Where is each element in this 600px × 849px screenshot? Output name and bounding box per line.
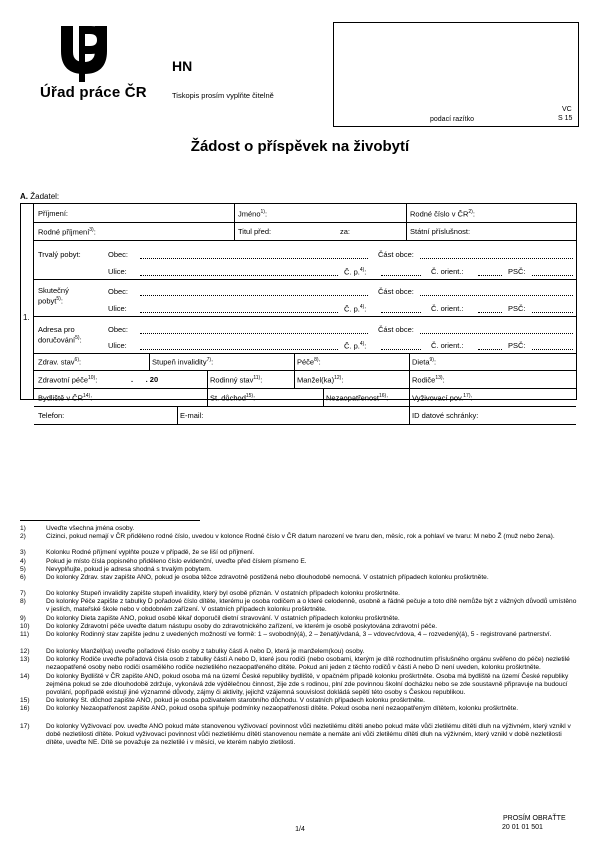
footnote-number: 16) — [20, 705, 30, 712]
code-s15: S 15 — [558, 115, 573, 122]
footnote-number: 3) — [20, 549, 26, 556]
trvaly-obec-field[interactable]: Obec: — [108, 250, 129, 259]
page-number: 1/4 — [295, 826, 305, 833]
footnote-text: Do kolonky Manžel(ka) uveďte pořadové číslo osoby z tabulky části A nebo D, která je manželem(kou) osoby. — [46, 648, 365, 655]
code-vc: VC — [562, 106, 572, 113]
bydliste-field[interactable]: Bydliště v ČR$^{14)}$: — [38, 393, 93, 403]
footnote-text: Cizinci, pokud nemají v ČR přiděleno rodné číslo, uvedou v kolonce Rodné číslo v ČR datum narození ve tvaru den, měsíc, rok a pohlaví ve tvaru: M nebo Ž (muž nebo žena). — [46, 533, 555, 540]
footnote-item — [20, 631, 580, 647]
pece-field[interactable]: Péče$^{8)}$: — [297, 357, 321, 367]
titul-za-field[interactable]: za: — [340, 227, 351, 236]
section-a-label: A. Žadatel: — [20, 192, 60, 201]
trvaly-ulice-field[interactable]: Ulice: — [108, 267, 127, 276]
skutecny-ulice-field[interactable]: Ulice: — [108, 304, 127, 313]
footnote-number: 2) — [20, 533, 26, 540]
zdrav-stav-field[interactable]: Zdrav. stav$^{6)}$: — [38, 357, 82, 367]
footnote-text: Do kolonky Vyživovací pov. uveďte ANO pokud máte stanovenou vyživovací povinnost vůči nezletilému dítěti anebo pokud máte vůči zletilému dítěti dluh na výživném, který vznikl v době nezletilosti dítěte. Pokud vyživovací povinnost vůči nezletilému dítěti stanovenou nemáte a nemáte ani vůči zletilému dítěti dluh na výživném, který vznikl v době nezletilosti dítěte, uveďte NE. Dítě se považuje za nezletilé i v měsíci, ve kterém nabylo zletilosti. — [46, 723, 571, 747]
footnote-number: 12) — [20, 648, 30, 655]
footnote-number: 13) — [20, 656, 30, 663]
footnote-number: 4) — [20, 558, 26, 565]
datova-schranka-field[interactable]: ID datové schránky: — [412, 411, 479, 420]
rodice-field[interactable]: Rodiče$^{13)}$: — [412, 375, 445, 385]
footnote-text: Do kolonky Bydliště v ČR zapište ANO, pokud osoba má na území České republiky bydliště, v opačném případě kolonku proškrtněte. Osoba má bydliště na území České republiky zejména pokud se zde dlouhodobě zdržuje, vykonává zde výdělečnou činnost, žije zde s rodinou, plní zde povinnou školní docházku nebo se zde soustavně připravuje na budoucí povolání, popřípadě existují jiné významné důvody, zájmy či aktivity, jejichž vzájemná souvislost dokládá sepětí této osoby s Českou republikou. — [46, 673, 569, 697]
footnote-text: Do kolonky Péče zapište z tabulky D pořadové číslo dítěte, kterému je osoba rodičem a o které celodenně, osobně a řádně pečuje a toto dítě nemůže být z vážných důvodů umístěno v jeslích, mateřské škole nebo v obdobném zařízení. V ostatních případech kolonku proškrtněte. — [46, 598, 577, 614]
applicant-table — [20, 203, 577, 400]
titul-pred-field[interactable]: Titul před: — [238, 227, 272, 236]
skutecny-psc-field[interactable]: PSČ: — [508, 304, 526, 313]
footnote-number: 5) — [20, 566, 26, 573]
footnote-number: 7) — [20, 590, 26, 597]
rodne-cislo-field[interactable]: Rodné číslo v ČR$^{2)}$: — [410, 209, 475, 219]
skutecny-pobyt-label-2: pobyt$^{5)}$: — [38, 296, 63, 306]
adresa-label: Adresa pro — [38, 325, 75, 334]
skutecny-corient-field[interactable]: Č. orient.: — [431, 304, 464, 313]
fill-instruction: Tiskopis prosím vyplňte čitelně — [172, 91, 274, 100]
footnote-item — [20, 566, 580, 574]
footnote-text: Do kolonky Dieta zapište ANO, pokud osobě lékař doporučil dietní stravování. V ostatních případech kolonku proškrtněte. — [46, 615, 400, 622]
footnote-item — [20, 574, 580, 590]
skutecny-obec-field[interactable]: Obec: — [108, 287, 129, 296]
footnote-text: Do kolonky Rodinný stav zapište jednu z uvedených možností ve formě: 1 – svobodný(á), 2 – ženatý/vdaná, 3 – vdovec/vdova, 4 – rozvedený(á), 5 - registrované partnerství. — [46, 631, 552, 638]
footnote-text: Do kolonky Zdravotní péče uveďte datum nástupu osoby do zdravotnického zařízení, ve kterém je osobě poskytována zdravotní péče. — [46, 623, 438, 630]
trvaly-corient-field[interactable]: Č. orient.: — [431, 267, 464, 276]
footnote-number: 9) — [20, 615, 26, 622]
footnote-number: 11) — [20, 631, 30, 638]
footnote-item — [20, 723, 580, 747]
dieta-field[interactable]: Dieta$^{9)}$: — [412, 357, 437, 367]
rodinny-stav-field[interactable]: Rodinný stav$^{11)}$: — [210, 375, 263, 385]
adresa-cp-field[interactable]: Č. p.$^{4)}$: — [344, 341, 367, 351]
row-number: 1. — [20, 203, 34, 400]
footnote-number: 8) — [20, 598, 26, 605]
footnote-text: Do kolonky Zdrav. stav zapište ANO, pokud je osoba těžce zdravotně postižená nebo dlouhodobě nemocná. V ostatních případech kolonku proškrtněte. — [46, 574, 489, 581]
skutecny-pobyt-label: Skutečný — [38, 286, 69, 295]
footnote-item — [20, 648, 580, 656]
footnote-item — [20, 705, 580, 721]
stupen-invalidity-field[interactable]: Stupeň invalidity$^{7)}$: — [152, 357, 214, 367]
adresa-label-2: doručování$^{5)}$: — [38, 335, 82, 345]
footnote-text: Uveďte všechna jména osoby. — [46, 525, 135, 532]
footnote-number: 1) — [20, 525, 26, 532]
footnote-text: Do kolonky St. důchod zapište ANO, pokud je osoba poživatelem starobního důchodu. V ostatních případech kolonku proškrtněte. — [46, 697, 426, 704]
trvaly-cp-field[interactable]: Č. p.$^{4)}$: — [344, 267, 367, 277]
footnote-number: 17) — [20, 723, 30, 730]
footnote-number: 10) — [20, 623, 30, 630]
footnote-item — [20, 697, 580, 705]
footnote-item — [20, 590, 580, 598]
manzel-field[interactable]: Manžel(ka)$^{12)}$: — [297, 375, 344, 385]
footnote-number: 14) — [20, 673, 30, 680]
vyzivovaci-field[interactable]: Vyživovací pov.$^{17)}$: — [412, 393, 473, 403]
footnote-item — [20, 673, 580, 697]
footnote-item — [20, 525, 580, 533]
statni-prislusnost-field[interactable]: Státní příslušnost: — [410, 227, 471, 236]
zdravotni-pece-field[interactable]: Zdravotní péče$^{10)}$: — [38, 375, 98, 385]
footnote-item — [20, 558, 580, 566]
trvaly-pobyt-label: Trvalý pobyt: — [38, 250, 81, 259]
rodne-prijmeni-field[interactable]: Rodné příjmení$^{3)}$: — [38, 227, 96, 237]
adresa-psc-field[interactable]: PSČ: — [508, 341, 526, 350]
footnote-text: Kolonku Rodné příjmení vyplňte pouze v případě, že se liší od příjmení. — [46, 549, 255, 556]
footnote-item — [20, 533, 580, 549]
jmeno-field[interactable]: Jméno$^{1)}$: — [238, 209, 268, 219]
footnote-text: Do kolonky Rodiče uveďte pořadová čísla osob z tabulky části A nebo D, které jsou rodiči (nebo osobami, kterým je dítě rozhodnutím příslušného orgánu svěřeno do péče) nezletilé nezaopatřené osoby nebo rodiči osamělého rodiče nezletilého nezaopatřeného dítěte. Pokud ani jeden z těchto rodičů v části A nebo D není uveden, kolonku proškrtněte. — [46, 656, 570, 672]
adresa-ulice-field[interactable]: Ulice: — [108, 341, 127, 350]
footnote-text: Pokud je místo čísla popisného přiděleno číslo evidenční, uveďte před číslem písmeno E. — [46, 558, 307, 565]
zdravotni-pece-date[interactable]: . . 20 — [131, 375, 159, 384]
trvaly-psc-field[interactable]: PSČ: — [508, 267, 526, 276]
org-name: Úřad práce ČR — [40, 84, 147, 101]
footnote-item — [20, 598, 580, 614]
footnote-text: Nevyplňujte, pokud je adresa shodná s trvalým pobytem. — [46, 566, 212, 573]
footnote-text: Do kolonky Stupeň invalidity zapište stupeň invalidity, který byl osobě přiznán. V ostatních případech kolonku proškrtněte. — [46, 590, 400, 597]
form-code: HN — [172, 58, 193, 74]
footnote-item — [20, 549, 580, 557]
turn-page-note: PROSÍM OBRAŤTE — [503, 815, 566, 822]
telefon-field[interactable]: Telefon: — [38, 411, 65, 420]
footnote-item — [20, 623, 580, 631]
adresa-cast-obce-field[interactable]: Část obce: — [378, 325, 414, 334]
adresa-corient-field[interactable]: Č. orient.: — [431, 341, 464, 350]
stamp-label: podací razítko — [430, 116, 474, 123]
skutecny-cp-field[interactable]: Č. p.$^{4)}$: — [344, 304, 367, 314]
adresa-obec-field[interactable]: Obec: — [108, 325, 129, 334]
footnote-text: Do kolonky Nezaopatřenost zapište ANO, pokud osoba splňuje podmínky nezaopatřenosti dítěte. Pokud osoba není nezaopatřeným dítětem, kolonku proškrtněte. — [46, 705, 519, 712]
footnote-number: 6) — [20, 574, 26, 581]
skutecny-cast-obce-field[interactable]: Část obce: — [378, 287, 414, 296]
stamp-box[interactable] — [333, 22, 579, 127]
page-title: Žádost o příspěvek na živobytí — [190, 138, 410, 155]
footnote-item — [20, 615, 580, 623]
urad-prace-logo — [55, 22, 113, 84]
footnote-divider — [20, 520, 200, 521]
email-field[interactable]: E-mail: — [180, 411, 204, 420]
nezaopatrenost-field[interactable]: Nezaopatřenost$^{16)}$: — [326, 393, 389, 403]
form-number: 20 01 01 501 — [502, 824, 543, 831]
footnote-number: 15) — [20, 697, 30, 704]
prijmeni-field[interactable]: Příjmení: — [38, 209, 69, 218]
st-duchod-field[interactable]: St. důchod$^{15)}$: — [210, 393, 256, 403]
trvaly-cast-obce-field[interactable]: Část obce: — [378, 250, 414, 259]
